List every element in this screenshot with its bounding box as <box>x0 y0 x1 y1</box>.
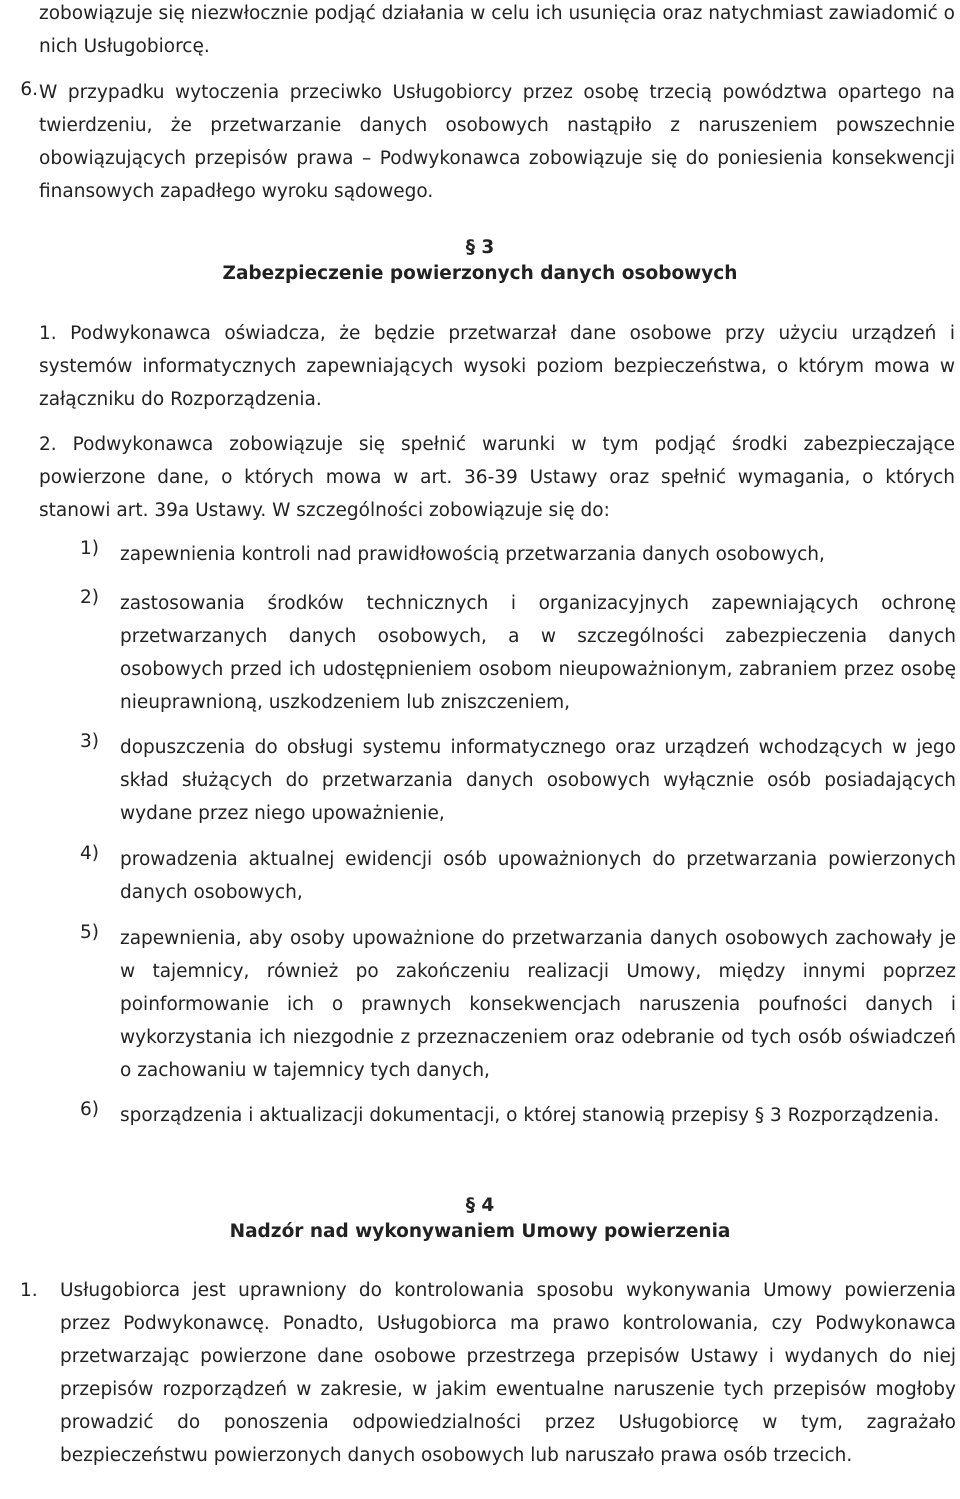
section-3-paragraph-1: 1. Podwykonawca oświadcza, że będzie przetwarzał dane osobowe przy użyciu urządzeń i systemów informatycznych zapewniających wysoki poziom bezpieczeństwa, o którym mowa w załączniku do Rozporządzenia. <box>39 323 955 410</box>
section-3-sign: § 3 <box>465 237 495 258</box>
list-item-number: 2) <box>80 587 99 608</box>
section-4-paragraph-1: Usługobiorca jest uprawniony do kontrolowania sposobu wykonywania Umowy powierzenia przez Podwykonawcę. Ponadto, Usługobiorca ma prawo kontrolowania, czy Podwykonawca przetwarzając powierzone dane osobowe przestrzega przepisów Ustawy i wydanych do niej przepisów rozporządzeń w zakresie, w jakim ewentualne naruszenie tych przepisów mogłoby prowadzić do ponoszenia odpowiedzialności przez Usługobiorcę w tym, zagrażało bezpieczeństwu powierzonych danych osobowych lub naruszało prawa osób trzecich. <box>60 1280 956 1466</box>
section-4-sign: § 4 <box>465 1195 495 1216</box>
list-item-number: 4) <box>80 843 99 864</box>
paragraph-6: W przypadku wytoczenia przeciwko Usługobiorcy przez osobę trzecią powództwa opartego na twierdzeniu, że przetwarzanie danych osobowych nastąpiło z naruszeniem powszechnie obowiązujących przepisów prawa – Podwykonawca zobowiązuje się do poniesienia konsekwencji finansowych zapadłego wyroku sądowego. <box>39 82 955 202</box>
list-item-text: prowadzenia aktualnej ewidencji osób upoważnionych do przetwarzania powierzonych danych osobowych, <box>120 849 956 903</box>
list-item-number: 3) <box>80 731 99 752</box>
list-item-text: dopuszczenia do obsługi systemu informatycznego oraz urządzeń wchodzących w jego skład służących do przetwarzania danych osobowych wyłącznie osób posiadających wydane przez niego upoważnienie, <box>120 737 956 824</box>
list-item-text: zastosowania środków technicznych i organizacyjnych zapewniających ochronę przetwarzanych danych osobowych, a w szczególności zabezpieczenia danych osobowych przed ich udostępnieniem osobom nieupoważnionym, zabraniem przez osobę nieuprawnioną, uszkodzeniem lub zniszczeniem, <box>120 593 956 713</box>
list-item-number: 6) <box>80 1099 99 1120</box>
list-item-text: sporządzenia i aktualizacji dokumentacji, o której stanowią przepisy § 3 Rozporządzenia. <box>120 1105 940 1126</box>
section-3-paragraph-2: 2. Podwykonawca zobowiązuje się spełnić warunki w tym podjąć środki zabezpieczające powierzone dane, o których mowa w art. 36-39 Ustawy oraz spełnić wymagania, o których stanowi art. 39a Ustawy. W szczególności zobowiązuje się do: <box>39 434 955 521</box>
list-item-text: zapewnienia, aby osoby upoważnione do przetwarzania danych osobowych zachowały je w tajemnicy, również po zakończeniu realizacji Umowy, między innymi poprzez poinformowanie ich o prawnych konsekwencjach naruszenia poufności danych i wykorzystania ich niezgodnie z przeznaczeniem oraz odebranie od tych osób oświadczeń o zachowaniu w tajemnicy tych danych, <box>120 928 956 1081</box>
section-4-title: Nadzór nad wykonywaniem Umowy powierzenia <box>229 1221 731 1242</box>
list-item-text: zapewnienia kontroli nad prawidłowością przetwarzania danych osobowych, <box>120 544 825 565</box>
list-item-number: 5) <box>80 922 99 943</box>
list-item-number: 1) <box>80 538 99 559</box>
paragraph-6-number: 6. <box>20 79 38 100</box>
paragraph-continued: zobowiązuje się niezwłocznie podjąć działania w celu ich usunięcia oraz natychmiast zawiadomić o nich Usługobiorcę. <box>39 3 955 57</box>
section-4-paragraph-1-number: 1. <box>20 1280 38 1301</box>
section-3-title: Zabezpieczenie powierzonych danych osobowych <box>222 263 738 284</box>
